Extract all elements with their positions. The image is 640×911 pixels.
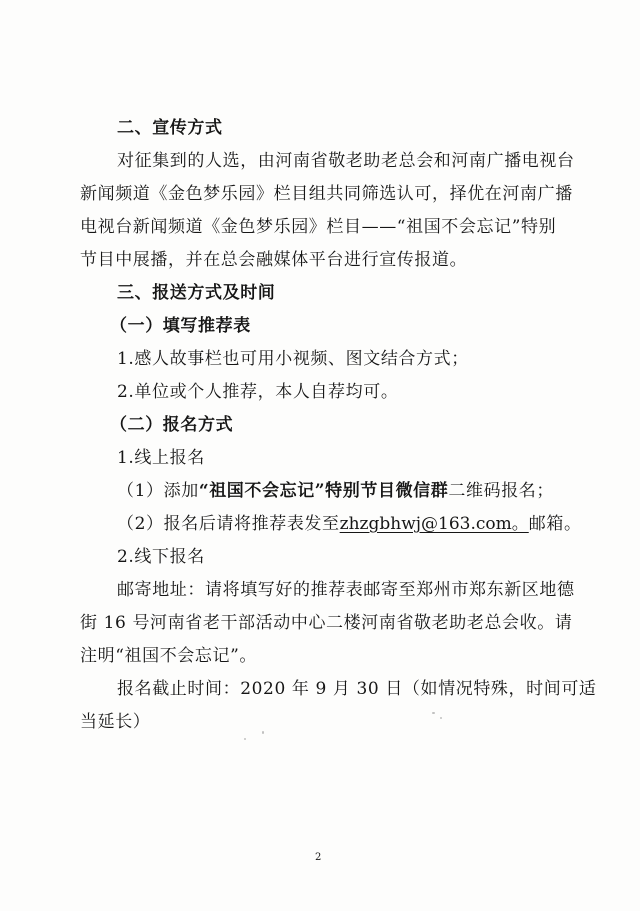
deadline-line: 报名截止时间：2020 年 9 月 30 日（如情况特殊，时间可适 [117, 679, 597, 699]
section-heading-submission: 三、报送方式及时间 [117, 283, 276, 303]
page-number: 2 [315, 852, 322, 863]
paragraph-line: 对征集到的人选，由河南省敬老助老总会和河南广播电视台 [117, 151, 575, 171]
list-item: 2.单位或个人推荐，本人自荐均可。 [117, 382, 399, 402]
scan-speck [262, 731, 264, 734]
mail-address-line: 街 16 号河南省老干部活动中心二楼河南省敬老助老总会收。请 [80, 613, 573, 633]
subheading-registration: （二）报名方式 [110, 415, 234, 435]
paragraph-line: 电视台新闻频道《金色梦乐园》栏目——“祖国不会忘记”特别 [80, 217, 557, 237]
paragraph-line: 新闻频道《金色梦乐园》栏目组共同筛选认可，择优在河南广播 [80, 184, 573, 204]
step-suffix: 二维码报名； [448, 481, 554, 501]
scan-speck [440, 717, 442, 719]
subheading-fill-form: （一）填写推荐表 [110, 316, 251, 336]
step-send-email [117, 513, 582, 535]
scan-speck [432, 712, 435, 714]
email-address: zhzgbhwj@163.com。 [339, 514, 529, 534]
offline-registration-label: 2.线下报名 [117, 547, 205, 567]
step-suffix: 邮箱。 [528, 514, 582, 534]
deadline-line: 当延长） [80, 712, 151, 732]
paragraph-line: 节目中展播，并在总会融媒体平台进行宣传报道。 [80, 250, 468, 270]
mail-address-line: 注明“祖国不会忘记”。 [80, 646, 257, 666]
mail-address-line: 邮寄地址：请将填写好的推荐表邮寄至郑州市郑东新区地德 [117, 580, 575, 600]
wechat-group-name: “祖国不会忘记”特别节目微信群 [198, 481, 449, 501]
step-prefix: （2）报名后请将推荐表发至 [117, 514, 340, 534]
online-registration-label: 1.线上报名 [117, 448, 205, 468]
step-add-wechat-group [117, 480, 554, 502]
step-prefix: （1）添加 [117, 481, 199, 501]
scan-speck [244, 738, 246, 740]
section-heading-publicity: 二、宣传方式 [117, 118, 223, 138]
list-item: 1.感人故事栏也可用小视频、图文结合方式； [117, 349, 469, 369]
